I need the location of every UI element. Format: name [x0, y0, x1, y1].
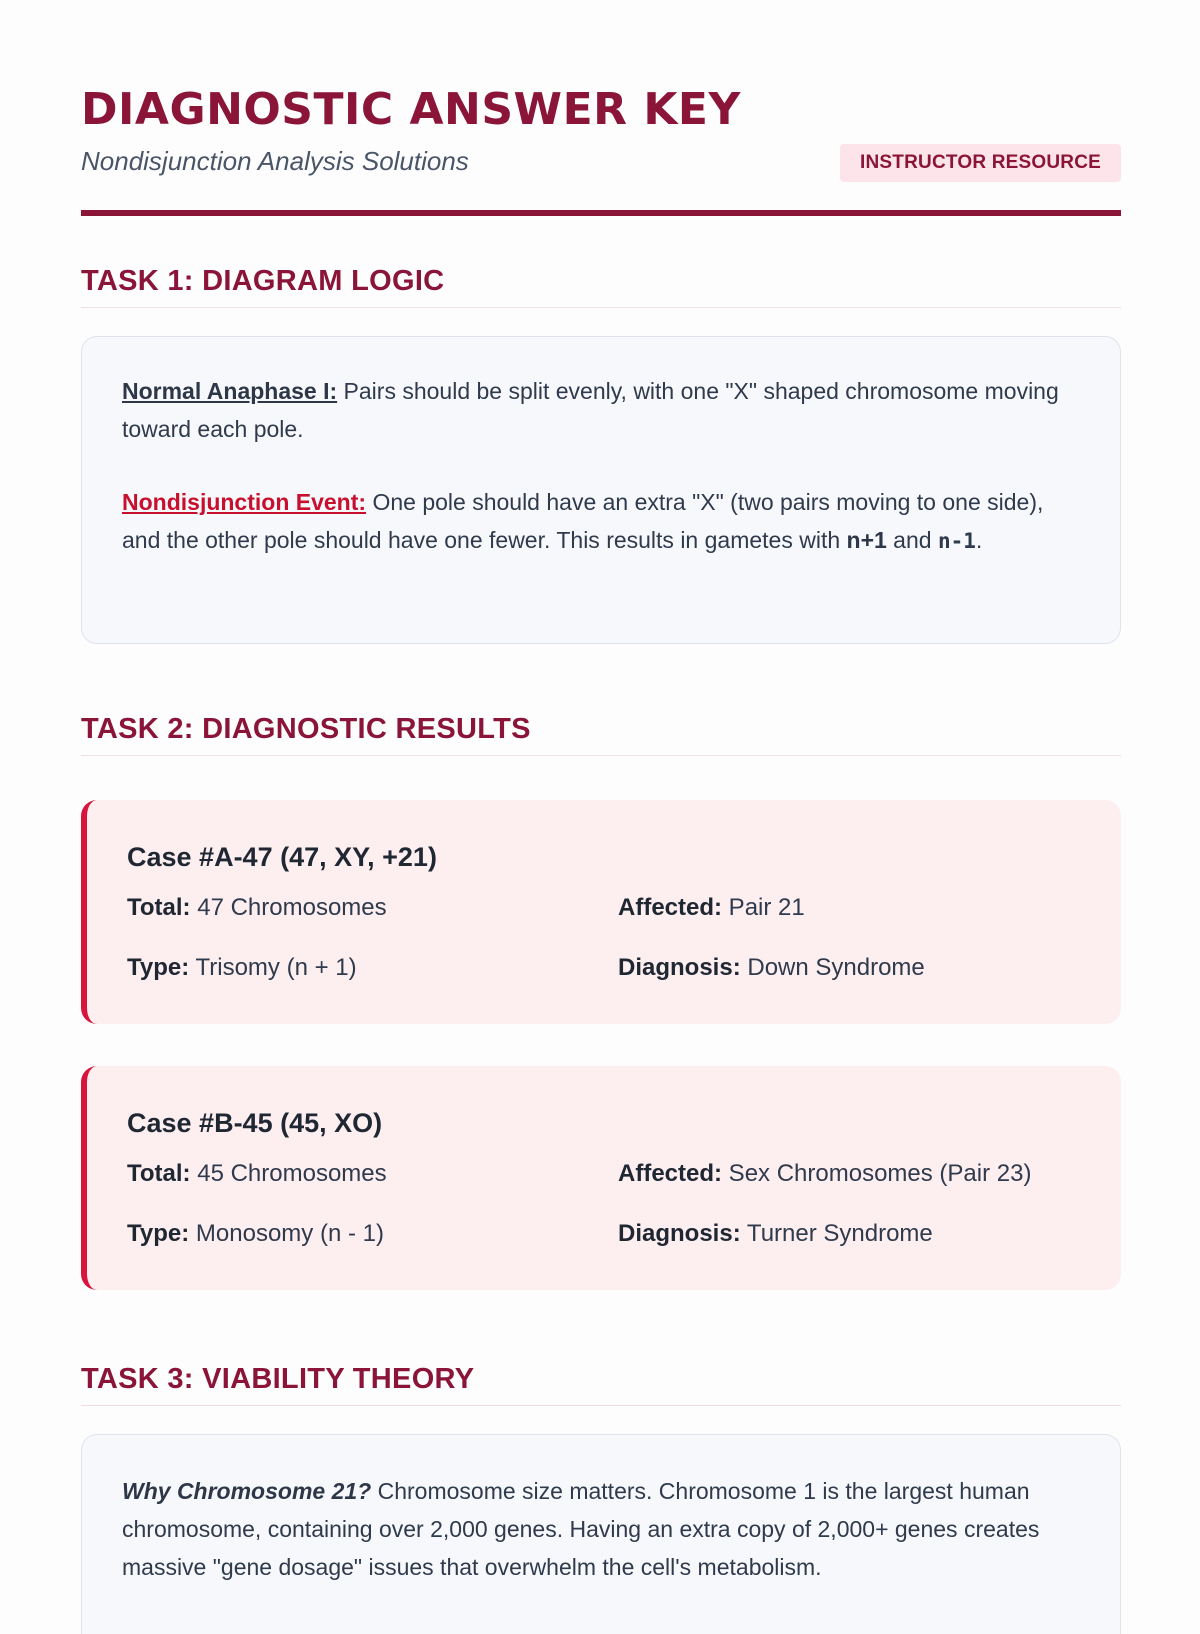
normal-anaphase-paragraph: [122, 372, 1080, 448]
task1-card: [81, 336, 1121, 644]
case-card-a47: [81, 800, 1121, 1024]
case-title: Case #A-47 (47, XY, +21): [127, 842, 437, 872]
viability-paragraph: [122, 1472, 1080, 1586]
page-title: DIAGNOSTIC ANSWER KEY: [81, 84, 741, 135]
case-title: Case #B-45 (45, XO): [127, 1108, 383, 1138]
case-card-b45: [81, 1066, 1121, 1290]
n-plus-one: n+1: [846, 527, 887, 553]
why-chromosome-21-label: Why Chromosome 21?: [122, 1478, 372, 1504]
page-subtitle: Nondisjunction Analysis Solutions: [81, 146, 469, 176]
case-type: Type: Trisomy (n + 1): [127, 954, 357, 981]
and-text: and: [886, 527, 938, 553]
case-diagnosis: Diagnosis: Down Syndrome: [618, 954, 925, 981]
document: [81, 0, 1121, 1580]
normal-anaphase-text: Pairs should be split evenly, with one "X" shaped chromosome moving toward each pole.: [122, 378, 1059, 442]
nondisjunction-label: Nondisjunction Event:: [122, 489, 367, 515]
period: .: [975, 527, 983, 553]
n-minus-one: n-1: [937, 529, 976, 553]
case-total: Total: 45 Chromosomes: [127, 1160, 387, 1187]
task1-heading: TASK 1: DIAGRAM LOGIC: [81, 266, 1121, 308]
case-diagnosis: Diagnosis: Turner Syndrome: [618, 1220, 933, 1247]
task2-heading: TASK 2: DIAGNOSTIC RESULTS: [81, 714, 1121, 756]
case-affected: Affected: Pair 21: [618, 894, 805, 921]
task3-heading: TASK 3: VIABILITY THEORY: [81, 1364, 1121, 1406]
document-header: [81, 0, 1121, 216]
task3-card: [81, 1434, 1121, 1634]
nondisjunction-text: One pole should have an extra "X" (two pairs moving to one side), and the other pole should have one fewer. This results in gametes with: [122, 489, 1044, 553]
normal-anaphase-label: Normal Anaphase I:: [122, 378, 338, 404]
viability-text: Chromosome size matters. Chromosome 1 is the largest human chromosome, containing over 2,000 genes. Having an extra copy of 2,000+ genes creates massive "gene dosage" issues that overwhelm the cell's metabolism.: [122, 1478, 1040, 1580]
case-total: Total: 47 Chromosomes: [127, 894, 387, 921]
instructor-resource-badge: INSTRUCTOR RESOURCE: [840, 144, 1121, 182]
case-type: Type: Monosomy (n - 1): [127, 1220, 384, 1247]
case-affected: Affected: Sex Chromosomes (Pair 23): [618, 1160, 1032, 1187]
nondisjunction-paragraph: [122, 483, 1080, 560]
